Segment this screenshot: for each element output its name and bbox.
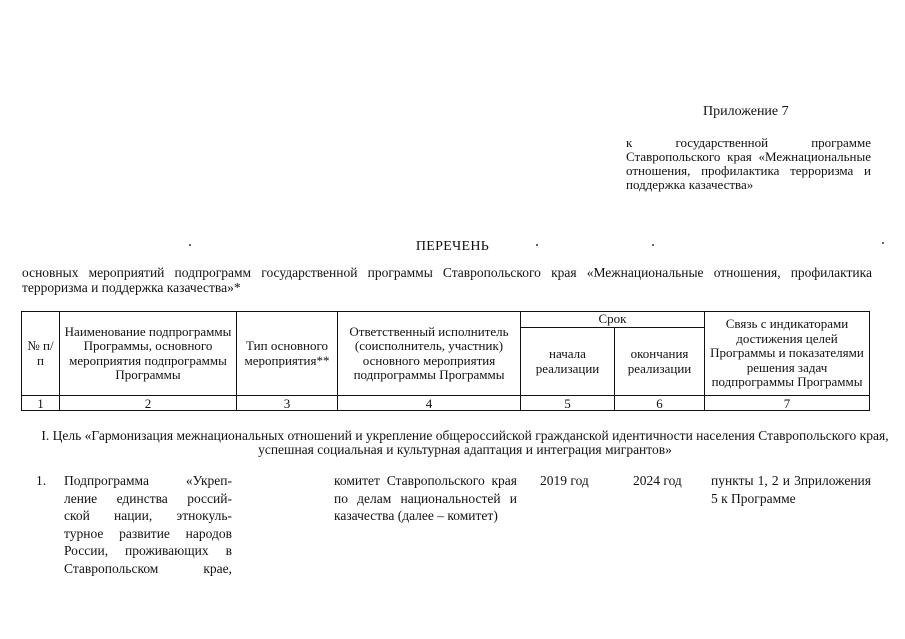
row-name-line: России, проживающих в	[64, 543, 232, 558]
header-term-start: начала реализации	[521, 328, 615, 396]
section-heading: I. Цель «Гармонизация межнациональных отношений и укрепление общероссийской гражданской идентичности населения Ставропольского края, успешная социальная и культурная адаптация и интеграция мигрантов»	[41, 428, 889, 457]
document-subtitle: основных мероприятий подпрограмм государственной программы Ставропольского края «Межнациональные отношения, профилактика терроризма и поддержка казачества»*	[22, 265, 872, 295]
column-number: 6	[615, 396, 705, 411]
header-name: Наименование подпрограммы Программы, основного мероприятия подпрограммы Программы	[60, 312, 237, 396]
row-end-year: 2024 год	[633, 473, 682, 488]
header-executor: Ответственный исполнитель (соисполнитель, участник) основного мероприятия подпрограммы Программы	[338, 312, 521, 396]
column-number: 3	[237, 396, 338, 411]
appendix-title: Приложение 7	[703, 104, 789, 119]
column-number: 4	[338, 396, 521, 411]
header-term: Срок	[521, 312, 705, 328]
row-name-line: Ставропольском крае,	[64, 560, 232, 576]
column-number: 1	[22, 396, 60, 411]
row-start-year: 2019 год	[540, 473, 589, 488]
row-name	[64, 472, 232, 577]
header-num: № п/п	[22, 312, 60, 396]
row-name-line: ление единства россий-	[64, 490, 232, 506]
header-link: Связь с индикаторами достижения целей Программы и показателями решения задач подпрограммы Программы	[705, 312, 870, 396]
header-type: Тип основного мероприятия**	[237, 312, 338, 396]
row-executor: комитет Ставропольского края по делам национальностей и казачества (далее – комитет)	[334, 473, 517, 523]
column-number: 2	[60, 396, 237, 411]
column-number: 7	[705, 396, 870, 411]
row-indicator-link: пункты 1, 2 и 3приложения 5 к Программе	[711, 473, 871, 506]
row-number: 1.	[36, 473, 47, 488]
document-title: ПЕРЕЧЕНЬ	[415, 239, 490, 254]
column-number: 5	[521, 396, 615, 411]
header-term-end: окончания реализации	[615, 328, 705, 396]
row-name-line: турное развитие народов	[64, 525, 232, 541]
row-name-line: Подпрограмма «Укреп-	[64, 473, 232, 488]
header-table	[21, 311, 870, 411]
appendix-reference: к государственной программе Ставропольского края «Межнациональные отношения, профилактика терроризма и поддержка казачества»	[626, 135, 871, 192]
row-name-line: ской нации, этнокуль-	[64, 508, 232, 523]
